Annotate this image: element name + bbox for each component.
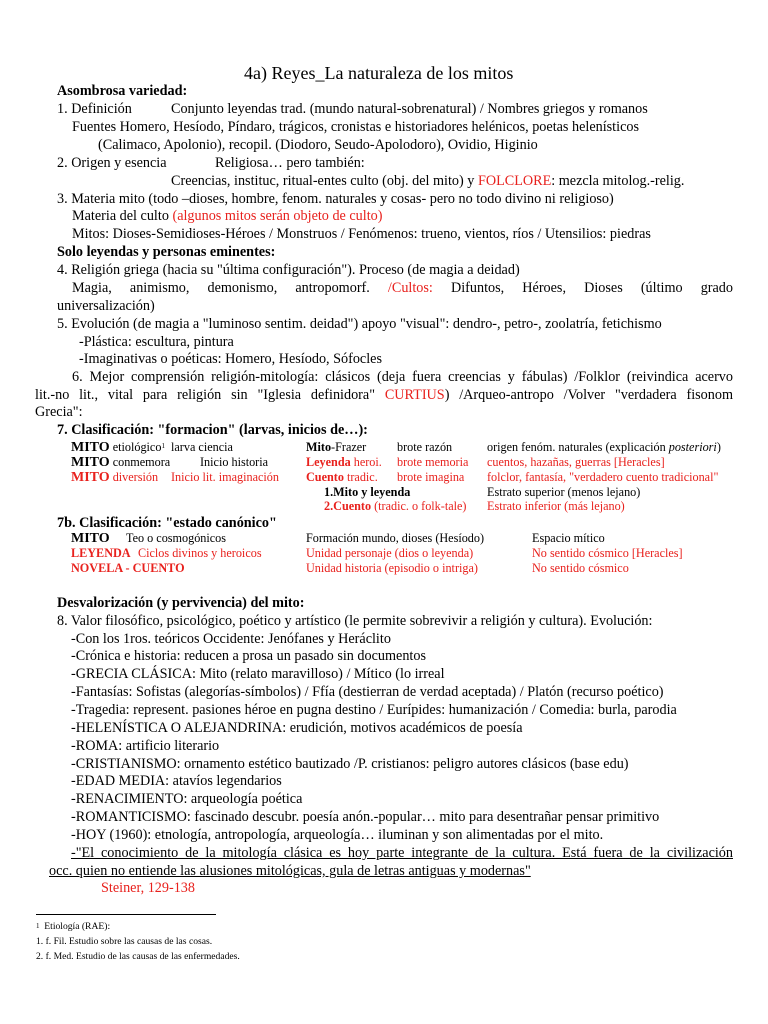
evolution-line-10: -RENACIMIENTO: arqueología poética [71,791,303,807]
c7-r5-col1: 2.Cuento (tradic. o folk-tale) [324,499,467,513]
c7b-r1-col1: MITO [71,531,110,546]
c7b-r2-col3: Unidad personaje (dios o leyenda) [306,546,474,560]
evolution-line-7: -ROMA: artificio literario [71,738,220,754]
c7-r3-col4: brote imagina [397,470,465,484]
c7-r4-col2: Estrato superior (menos lejano) [487,485,641,499]
c7-r3-col5: folclor, fantasía, "verdadero cuento tradicional" [487,470,719,484]
item-5-text: 5. Evolución (de magia a "luminoso sentim. deidad") apoyo "visual": dendro-, petro-, zoolatría, fetichismo [57,316,662,332]
c7b-r3-col1: NOVELA - CUENTO [71,561,185,575]
item-6-text: 6. Mejor comprensión religión-mitología: clásicos (deja fuera creencias y fábulas) /Folklor (reivindica acervo [72,369,733,385]
evolution-line-8: -CRISTIANISMO: ornamento estético bautizado /P. cristianos: peligro autores clásicos (base edu) [71,756,629,772]
c7-r1-col2: larva ciencia [171,440,233,454]
page-title: 4a) Reyes_La naturaleza de los mitos [244,63,514,83]
evolution-line-1: -Con los 1ros. teóricos Occidente: Jenófanes y Heráclito [71,631,391,647]
item-6-line-2 [35,387,733,404]
item-2-label: 2. Origen y esencia [57,155,167,171]
cult-matter-text: Materia del culto [72,208,173,224]
sources-line: Fuentes Homero, Hesíodo, Píndaro, trágicos, cronistas e historiadores helénicos, poetas helenísticos [72,119,639,135]
folclore-term: FOLCLORE [477,173,552,189]
magic-line [72,280,733,297]
c7b-r1-col2: Teo o cosmogónicos [126,531,227,545]
c7-r1-col3: Mito-Frazer [306,440,367,454]
sources-line-2: (Calimaco, Apolonio), recopil. (Diodoro, Seudo-Apolodoro), Ovidio, Higinio [98,137,538,153]
item-6-tail: ) /Arqueo-antropo /Volver "verdadera fisonom [444,387,733,403]
section-heading-variety: Asombrosa variedad: [57,83,188,99]
evolution-line-5: -Tragedia: represent. pasiones héroe en pugna destino / Eurípides: humanización / Comedia: burla, parodia [71,702,677,718]
footnote-1 [36,921,110,933]
c7-r1-col5: origen fenóm. naturales (explicación posteriori) [487,440,721,454]
classification-7b-heading: 7b. Clasificación: "estado canónico" [57,515,277,531]
steiner-citation: Steiner, 129-138 [101,880,195,896]
imaginative-line: -Imaginativas o poéticas: Homero, Hesíodo, Sófocles [79,351,382,367]
c7b-r3-col3: Unidad historia (episodio o intriga) [306,561,478,575]
item-2-text: Religiosa… pero también: [215,155,365,171]
beliefs-text: Creencias, instituc, ritual-entes culto (obj. del mito) y [171,173,478,189]
classification-7-heading: 7. Clasificación: "formacion" (larvas, inicios de…): [57,422,368,438]
c7-r1-col4: brote razón [397,440,453,454]
c7-r2-col3: Leyenda heroi. [306,455,382,469]
item-1-label: 1. Definición [57,101,132,117]
c7b-r2-col2: Ciclos divinos y heroicos [138,546,262,560]
magic-tail: Difuntos, Héroes, Dioses (último grado [432,280,733,296]
c7-r5-col2: Estrato inferior (más lejano) [487,499,625,513]
c7-r3-col2: Inicio lit. imaginación [171,470,279,484]
evolution-line-6: -HELENÍSTICA O ALEJANDRINA: erudición, motivos académicos de poesía [71,720,523,736]
magic-line-2: universalización) [57,298,155,314]
steiner-quote-line-2: occ. quien no entiende las alusiones mitológicas, gula de letras antiguas y modernas" [49,863,531,879]
beliefs-tail: : mezcla mitolog.-relig. [551,173,685,189]
myths-line: Mitos: Dioses-Semidioses-Héroes / Monstruos / Fenómenos: trueno, vientos, ríos / Utensilios: piedras [72,226,651,242]
c7-r2-col2: Inicio historia [200,455,269,469]
c7-r1-col1: MITO etiológico$^1$ [71,440,165,455]
c7-r3-col3: Cuento tradic. [306,470,378,484]
plastic-line: -Plástica: escultura, pintura [79,334,234,350]
footnote-def-2: 2. f. Med. Estudio de las causas de las enfermedades. [36,951,240,962]
evolution-line-11: -ROMANTICISMO: fascinado descubr. poesía anón.-popular… mito para desentrañar pensar primitivo [71,809,660,825]
beliefs-line [171,173,684,190]
evolution-line-3: -GRECIA CLÁSICA: Mito (relato maravilloso) / Mítico (lo irreal [71,666,445,682]
evolution-line-4: -Fantasías: Sofistas (alegorías-símbolos) / Ffía (destierran de verdad aceptada) / Platón (recurso poético) [71,684,664,700]
cults-term: /Cultos: [387,280,433,296]
c7b-r3-col4: No sentido cósmico [532,561,629,575]
evolution-line-12: -HOY (1960): etnología, antropología, arqueología… iluminan y son alimentadas por el mito. [71,827,604,843]
magic-text: Magia, animismo, demonismo, antropomorf. [72,280,388,296]
section-heading-devaluation: Desvalorización (y pervivencia) del mito: [57,595,305,611]
footnote-def-1: 1. f. Fil. Estudio sobre las causas de las cosas. [36,936,213,947]
cult-matter-line [72,208,382,225]
footnote-mark: 1 [36,922,40,930]
footnote-ref: 1 [161,442,165,450]
item-6-text-2: lit.-no lit., vital para religión sin "Iglesia definidora" [35,387,385,403]
section-heading-legends: Solo leyendas y personas eminentes: [57,244,276,260]
c7b-r2-col4: No sentido cósmico [Heracles] [532,546,683,560]
cult-matter-note: (algunos mitos serán objeto de culto) [172,208,383,224]
item-8-text: 8. Valor filosófico, psicológico, poético y artístico (le permite sobrevivir a religión y cultura). Evolución: [57,613,653,629]
evolution-line-2: -Crónica e historia: reducen a prosa un pasado sin documentos [71,648,426,664]
c7-r2-col5: cuentos, hazañas, guerras [Heracles] [487,455,665,469]
footnote-separator [36,914,216,915]
footnote-1-text: Etiología (RAE): [44,921,111,932]
c7b-r1-col4: Espacio mítico [532,531,605,545]
c7-r2-col4: brote memoria [397,455,469,469]
item-3-text: 3. Materia mito (todo –dioses, hombre, fenom. naturales y cosas- pero no todo divino ni religioso) [57,191,614,207]
c7-r3-col1: MITO diversión [71,470,159,485]
c7-r2-col1: MITO conmemora [71,455,171,470]
item-1-text: Conjunto leyendas trad. (mundo natural-sobrenatural) / Nombres griegos y romanos [171,101,648,117]
item-6-line-3: Grecia": [35,404,83,420]
c7b-r1-col3: Formación mundo, dioses (Hesíodo) [306,531,485,545]
c7b-r2-col1: LEYENDA [71,546,131,560]
item-4-text: 4. Religión griega (hacia su "última configuración"). Proceso (de magia a deidad) [57,262,520,278]
evolution-line-9: -EDAD MEDIA: atavíos legendarios [71,773,282,789]
curtius-term: CURTIUS [384,387,445,403]
steiner-quote-line-1: -"El conocimiento de la mitología clásica es hoy parte integrante de la cultura. Está fuera de la civilización [71,845,733,861]
c7-r4-col1: 1.Mito y leyenda [324,485,411,499]
